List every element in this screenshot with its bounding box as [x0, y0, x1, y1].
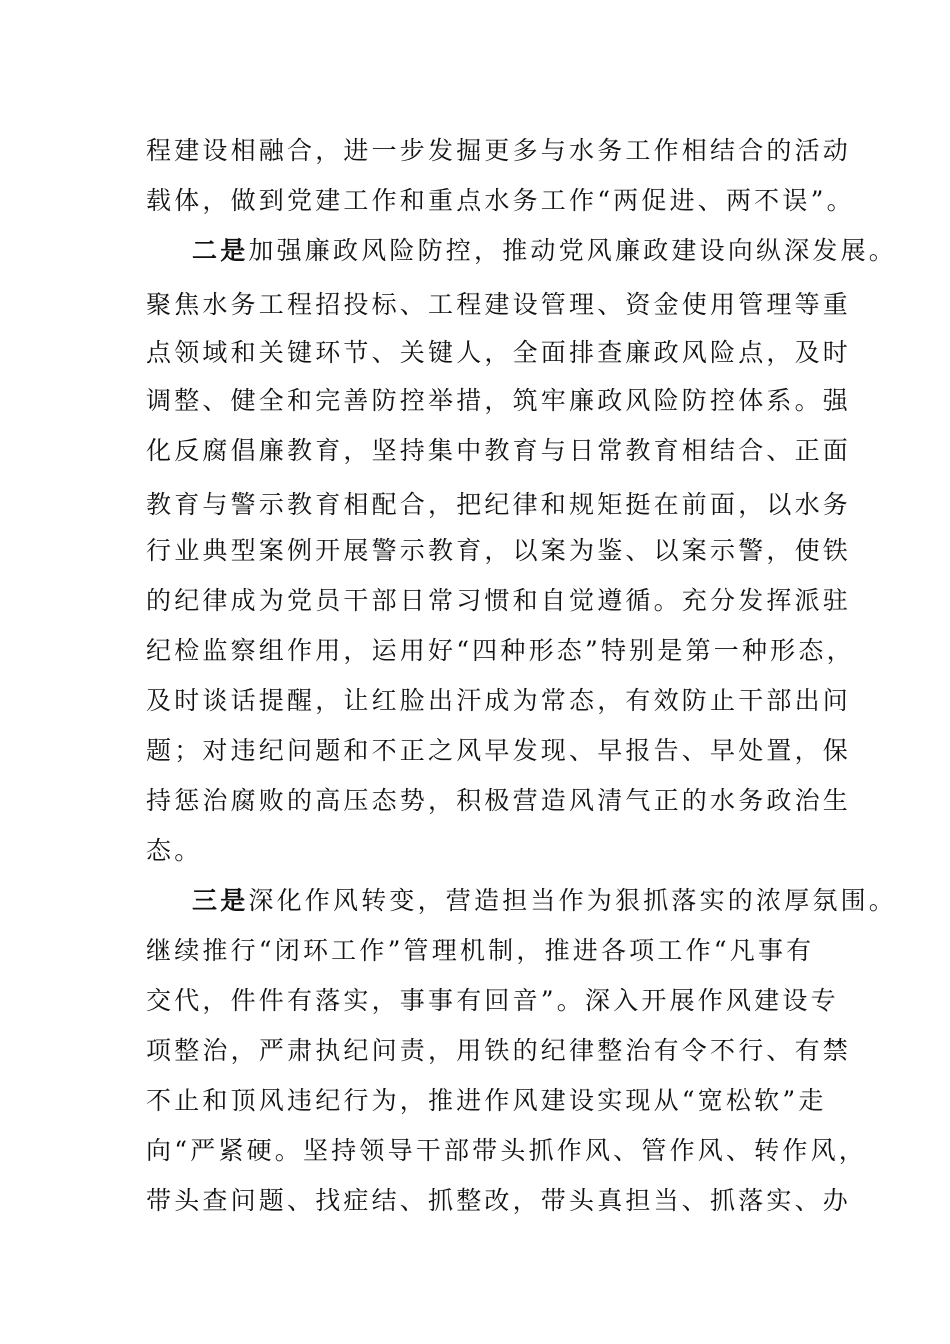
paragraph-2-line-3: 调整、健全和完善防控举措，筑牢廉政风险防控体系。强	[146, 386, 852, 415]
paragraph-3-line-4: 不止和顶风违纪行为，推进作风建设实现从“宽松软”走	[146, 1086, 827, 1115]
paragraph-2-line-10: 题；对违纪问题和不正之风早发现、早报告、早处置，保	[146, 736, 852, 765]
paragraph-2-line-6: 行业典型案例开展警示教育，以案为鉴、以案示警，使铁	[146, 536, 852, 565]
paragraph-2-line-1: 聚焦水务工程招投标、工程建设管理、资金使用管理等重	[146, 290, 852, 319]
paragraph-3-line-5: 向“严紧硬。坚持领导干部带头抓作风、管作风、转作风，	[146, 1136, 867, 1165]
paragraph-1-line-2: 载体，做到党建工作和重点水务工作“两促进、两不误”。	[146, 186, 855, 215]
paragraph-2-first-line-text: 加强廉政风险防控，推动党风廉政建设向纵深发展。	[248, 236, 898, 265]
paragraph-3-first-line	[192, 886, 897, 916]
paragraph-2-line-4: 化反腐倡廉教育，坚持集中教育与日常教育相结合、正面	[146, 436, 852, 465]
paragraph-2-first-line	[192, 236, 897, 266]
paragraph-2-line-12: 态。	[146, 836, 203, 865]
paragraph-3-line-1: 继续推行“闭环工作”管理机制，推进各项工作“凡事有	[146, 936, 815, 965]
paragraph-2-line-11: 持惩治腐败的高压态势，积极营造风清气正的水务政治生	[146, 786, 852, 815]
paragraph-3-lead: 三是	[192, 886, 249, 915]
paragraph-2-line-2: 点领域和关键环节、关键人，全面排查廉政风险点，及时	[146, 338, 852, 367]
paragraph-1-line-1: 程建设相融合，进一步发掘更多与水务工作相结合的活动	[146, 136, 852, 165]
paragraph-2-line-5: 教育与警示教育相配合，把纪律和规矩挺在前面，以水务	[146, 490, 852, 519]
paragraph-3-line-6: 带头查问题、找症结、抓整改，带头真担当、抓落实、办	[146, 1186, 852, 1215]
paragraph-2-lead: 二是	[192, 236, 249, 265]
paragraph-3-line-2: 交代，件件有落实，事事有回音”。深入开展作风建设专	[146, 986, 839, 1015]
paragraph-3-line-3: 项整治，严肃执纪问责，用铁的纪律整治有令不行、有禁	[146, 1036, 852, 1065]
paragraph-2-line-8: 纪检监察组作用，运用好“四种形态”特别是第一种形态，	[146, 636, 855, 665]
paragraph-2-line-9: 及时谈话提醒，让红脸出汗成为常态，有效防止干部出问	[146, 686, 852, 715]
paragraph-3-first-line-text: 深化作风转变，营造担当作为狠抓落实的浓厚氛围。	[248, 886, 898, 915]
paragraph-2-line-7: 的纪律成为党员干部日常习惯和自觉遵循。充分发挥派驻	[146, 586, 852, 615]
